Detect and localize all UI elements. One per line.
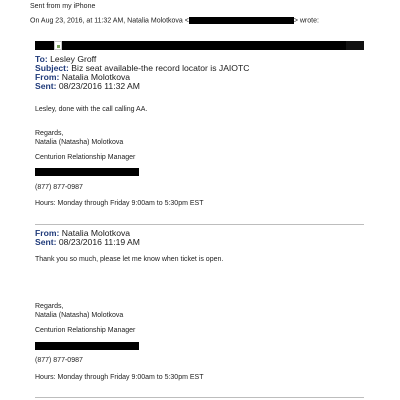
- signature-title: Centurion Relationship Manager: [35, 327, 136, 334]
- signature-name: Natalia (Natasha) Molotkova: [35, 139, 124, 146]
- signature-name: Natalia (Natasha) Molotkova: [35, 312, 124, 319]
- attribution-prefix: On Aug 23, 2016, at 11:32 AM, Natalia Molotkova <: [30, 17, 189, 25]
- subject-label: Subject:: [35, 63, 69, 73]
- sent-line: [35, 237, 140, 247]
- from-label: From:: [35, 228, 60, 238]
- redacted-contact: [35, 342, 139, 350]
- to-label: To:: [35, 54, 48, 64]
- message-body: Thank you so much, please let me know when ticket is open.: [35, 256, 224, 263]
- phone-number: (877) 877-0987: [35, 184, 83, 191]
- from-value: Natalia Molotkova: [61, 72, 131, 82]
- signature-title: Centurion Relationship Manager: [35, 154, 136, 161]
- sent-from-line: Sent from my iPhone: [30, 3, 96, 10]
- redacted-contact: [35, 168, 139, 176]
- sent-line: [35, 81, 140, 91]
- divider: [35, 397, 364, 398]
- subject-value: Biz seat available-the record locator is JAIOTC: [71, 63, 250, 73]
- regards-line: Regards,: [35, 130, 64, 137]
- message-body: Lesley, done with the call calling AA.: [35, 106, 148, 113]
- phone-number: (877) 877-0987: [35, 357, 83, 364]
- attribution-line: [30, 17, 319, 24]
- divider: [35, 224, 364, 225]
- attribution-suffix: > wrote:: [293, 17, 319, 25]
- sent-value: 08/23/2016 11:19 AM: [58, 237, 140, 247]
- redacted-email: [189, 17, 294, 24]
- broken-image-icon: [54, 41, 62, 50]
- office-hours: Hours: Monday through Friday 9:00am to 5:30pm EST: [35, 374, 204, 381]
- redacted-banner: [35, 41, 364, 50]
- office-hours: Hours: Monday through Friday 9:00am to 5:30pm EST: [35, 200, 204, 207]
- regards-line: Regards,: [35, 303, 64, 310]
- redacted-banner-end: [346, 41, 364, 50]
- sent-value: 08/23/2016 11:32 AM: [58, 81, 140, 91]
- from-label: From:: [35, 72, 60, 82]
- to-value: Lesley Groff: [50, 54, 97, 64]
- from-value: Natalia Molotkova: [61, 228, 131, 238]
- sent-label: Sent:: [35, 237, 57, 247]
- sent-label: Sent:: [35, 81, 57, 91]
